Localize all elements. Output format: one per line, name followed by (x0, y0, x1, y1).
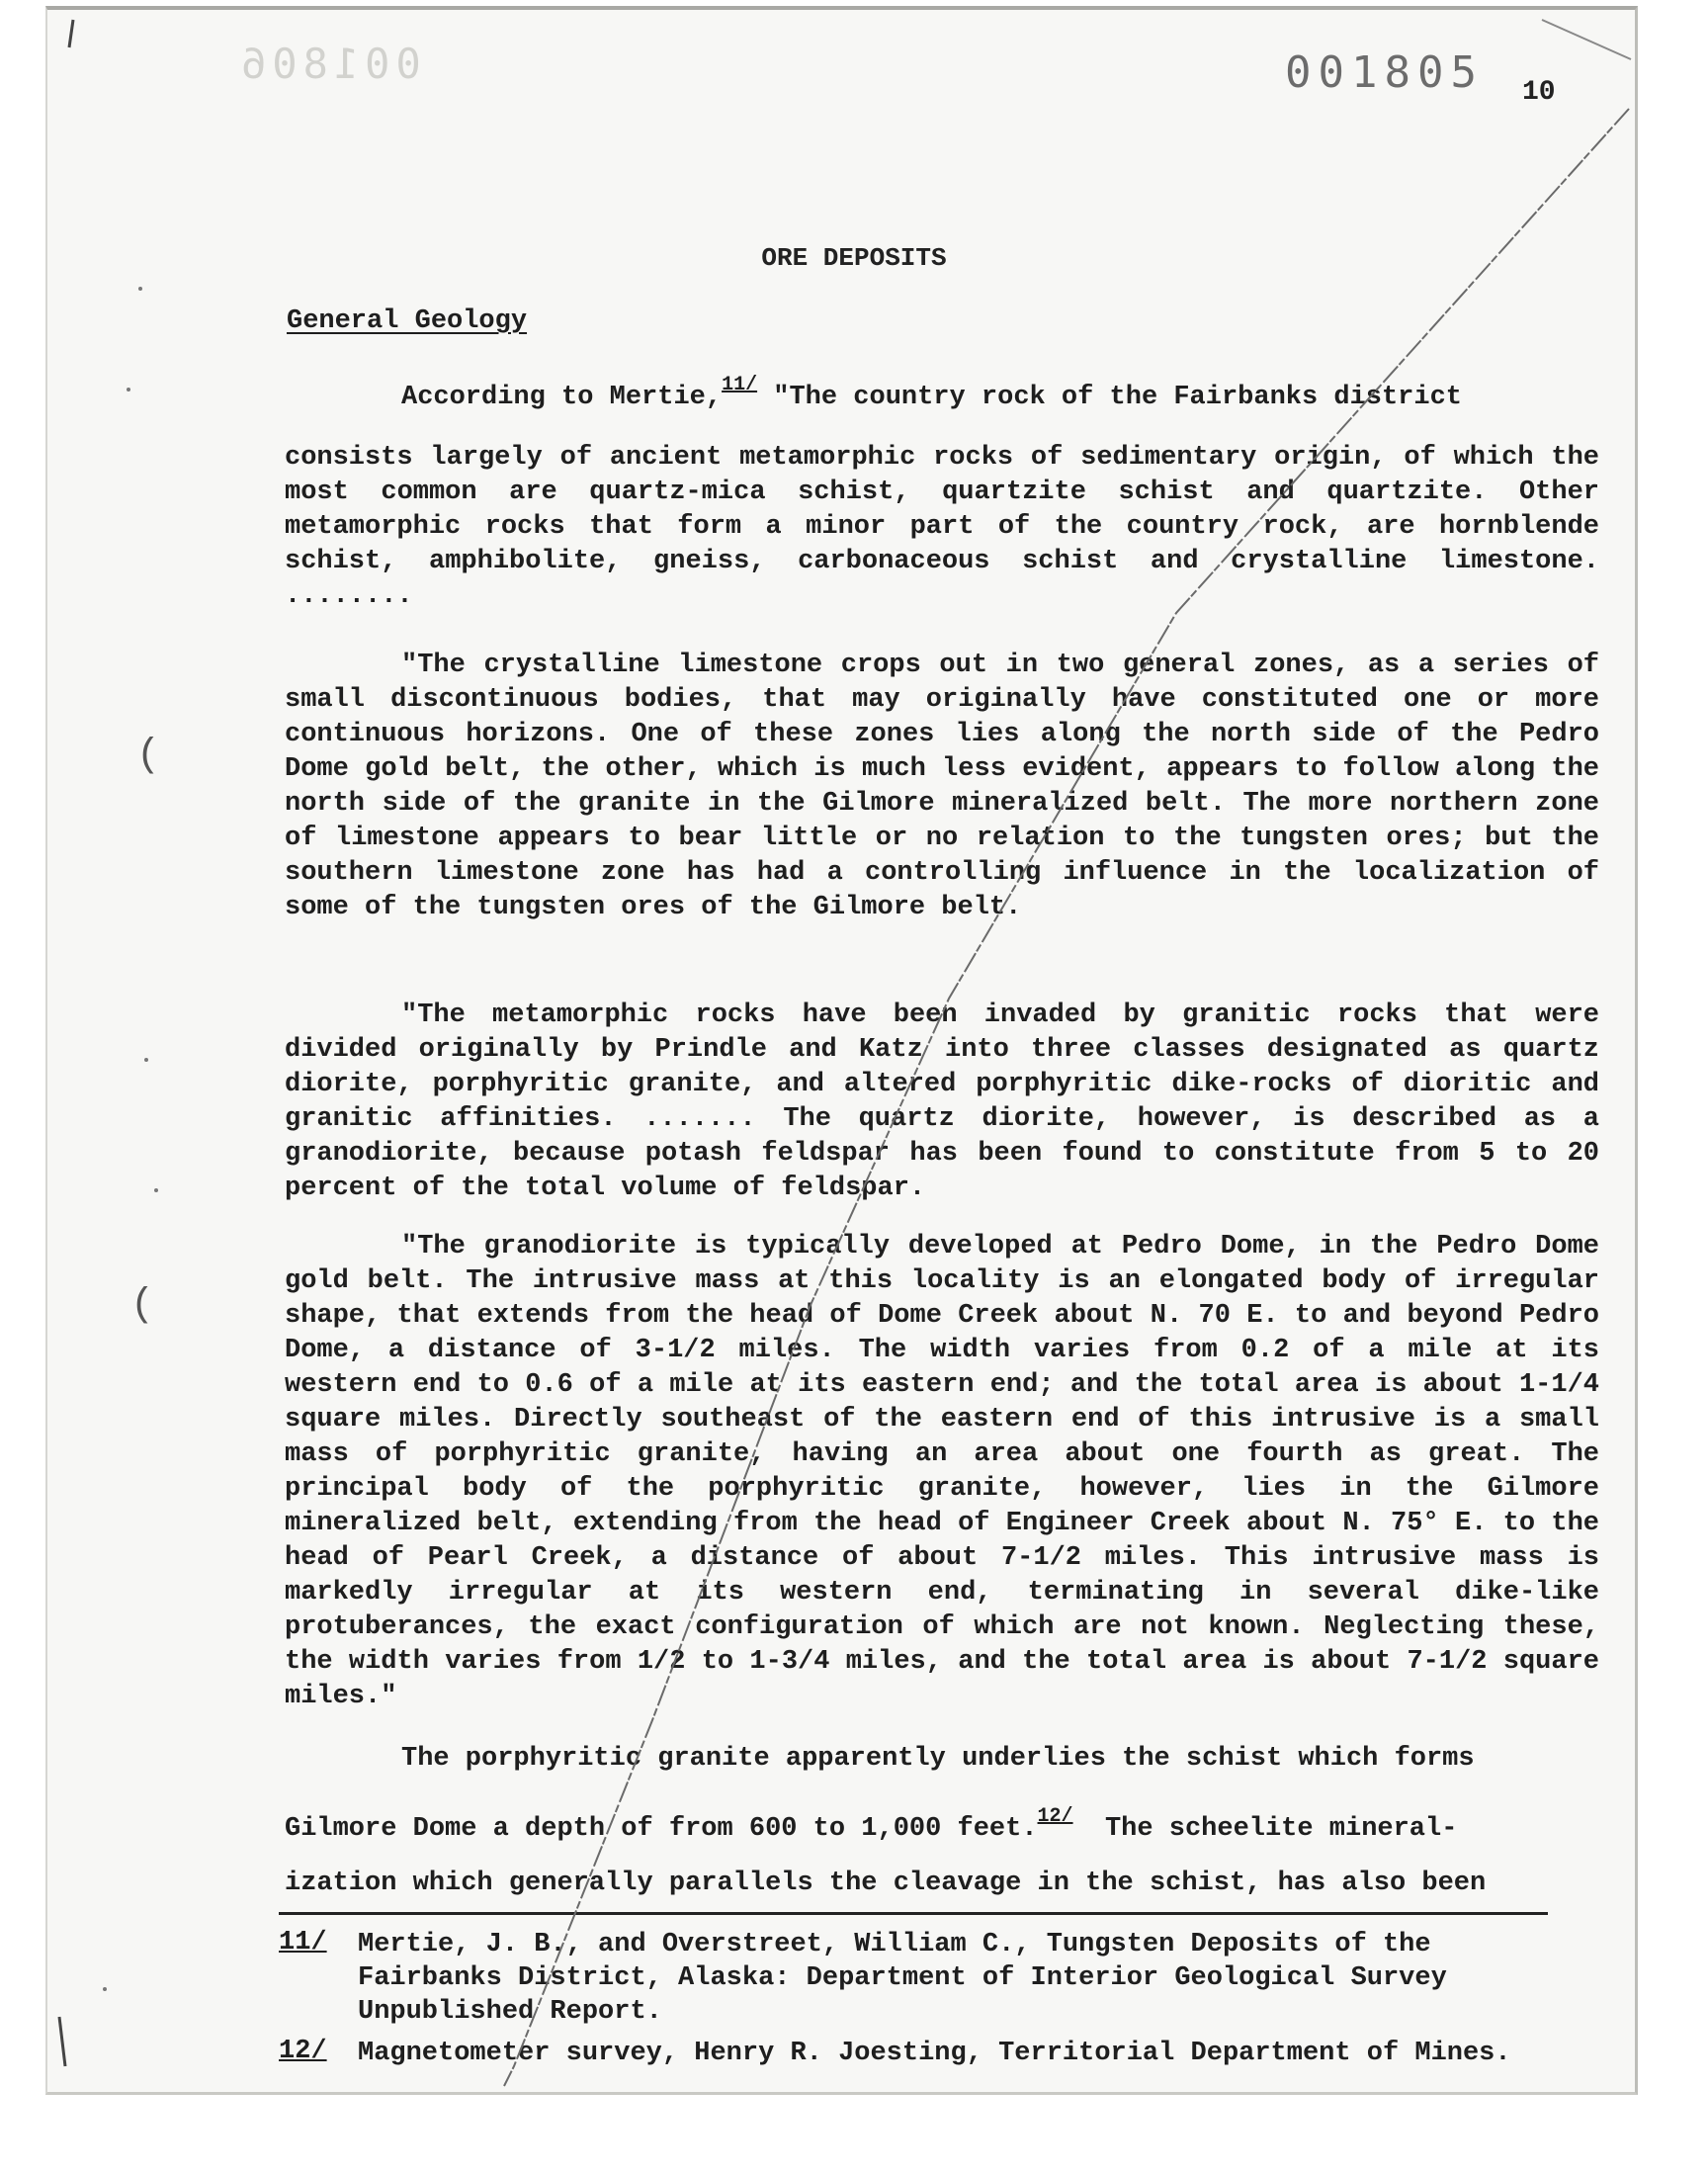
margin-paren-mark: ( (130, 1283, 155, 1328)
footnote-12-number: 12/ (279, 2037, 327, 2066)
paragraph-5-line-2 (285, 1805, 1457, 1844)
paragraph-4-text: "The granodiorite is typically developed at Pedro Dome, in the Pedro Dome gold belt. The intrusive mass at this locality is an elongated body of irregular shape, that extends from the head of Dome Creek about N. 70 E. to and beyond Pedro Dome, a distance of 3-1/2 miles. The width varies from 0.2 of a mile at its western end to 0.6 of a mile at its eastern end; and the total area is about 1-1/4 square miles. Directly southeast of the eastern end of this intrusive is a small mass of porphyritic granite, having an area about one fourth as great. The principal body of the porphyritic granite, however, lies in the Gilmore mineralized belt, extending from the head of Engineer Creek about N. 75° E. to the head of Pearl Creek, a distance of about 7-1/2 miles. This intrusive mass is markedly irregular at its western end, terminating in several dike-like protuberances, the exact configuration of which are not known. Neglecting these, the width varies from 1/2 to 1-3/4 miles, and the total area is about 7-1/2 square miles." (285, 1232, 1599, 1711)
paragraph-1-lead-quote: "The country rock of the Fairbanks district (757, 383, 1462, 412)
paragraph-2-text: "The crystalline limestone crops out in two general zones, as a series of small discontinuous bodies, that may originally have constituted one or more continuous horizons. One of these zones lies along the north side of the Pedro Dome gold belt, the other, which is much less evident, appears to follow along the north side of the granite in the Gilmore mineralized belt. The more northern zone of limestone appears to bear little or no relation to the tungsten ores; but the southern limestone zone has had a controlling influence in the localization of some of the tungsten ores of the Gilmore belt. (285, 651, 1599, 922)
scan-speck (103, 1987, 107, 1991)
paragraph-3 (285, 999, 1599, 1206)
paragraph-5-line-2-text: Gilmore Dome a depth of from 600 to 1,000 feet. (285, 1814, 1038, 1844)
footnote-11-text: Mertie, J. B., and Overstreet, William C., Tungsten Deposits of the Fairbanks District, Alaska: Department of Interior Geological Survey Unpublished Report. (358, 1930, 1447, 2027)
document-stamp-number: 001805 (1285, 47, 1484, 98)
scan-speck (138, 287, 142, 291)
scan-speck (144, 1058, 148, 1062)
footnote-divider (279, 1912, 1548, 1915)
footnote-12-text: Magnetometer survey, Henry R. Joesting, Territorial Department of Mines. (358, 2039, 1511, 2068)
section-heading: General Geology (287, 306, 528, 336)
paragraph-1-body: consists largely of ancient metamorphic rocks of sedimentary origin, of which the most common are quartz-mica schist, quartzite schist and quartzite. Other metamorphic rocks that form a minor part of the country rock, are hornblende schist, amphibolite, gneiss, carbonaceous schist and crystalline limestone. ........ (285, 443, 1599, 611)
ghost-page-number: 001806 (235, 40, 421, 88)
scan-speck (154, 1188, 158, 1192)
paragraph-5-line-1 (285, 1744, 1475, 1774)
margin-paren-mark: ( (136, 734, 161, 778)
footnote-11-number: 11/ (279, 1928, 327, 1958)
paragraph-5-line-2-end: The scheelite mineral- (1104, 1814, 1458, 1844)
scan-speck (127, 388, 130, 392)
paragraph-3-text: "The metamorphic rocks have been invaded by granitic rocks that were divided originally by Prindle and Katz into three classes designated as quartz diorite, porphyritic granite, and altered porphyritic dike-rocks of dioritic and granitic affinities. ....... The quartz diorite, however, is described as a granodiorite, because potash feldspar has been found to constitute from 5 to 20 percent of the total volume of feldspar. (285, 1000, 1599, 1203)
paragraph-2 (285, 649, 1599, 925)
paragraph-1-lead (285, 374, 1462, 412)
page-title: ORE DEPOSITS (761, 243, 947, 273)
footnote-ref-12: 12/ (1037, 1805, 1073, 1828)
paragraph-1-lead-text: According to Mertie, (401, 383, 723, 412)
page-number: 10 (1522, 77, 1556, 108)
paragraph-4 (285, 1230, 1599, 1714)
footnote-ref-11: 11/ (722, 374, 758, 396)
paragraph-5-line-1-text: The porphyritic granite apparently underlies the schist which forms (401, 1744, 1475, 1774)
paragraph-5-line-3: ization which generally parallels the cleavage in the schist, has also been (285, 1869, 1487, 1898)
